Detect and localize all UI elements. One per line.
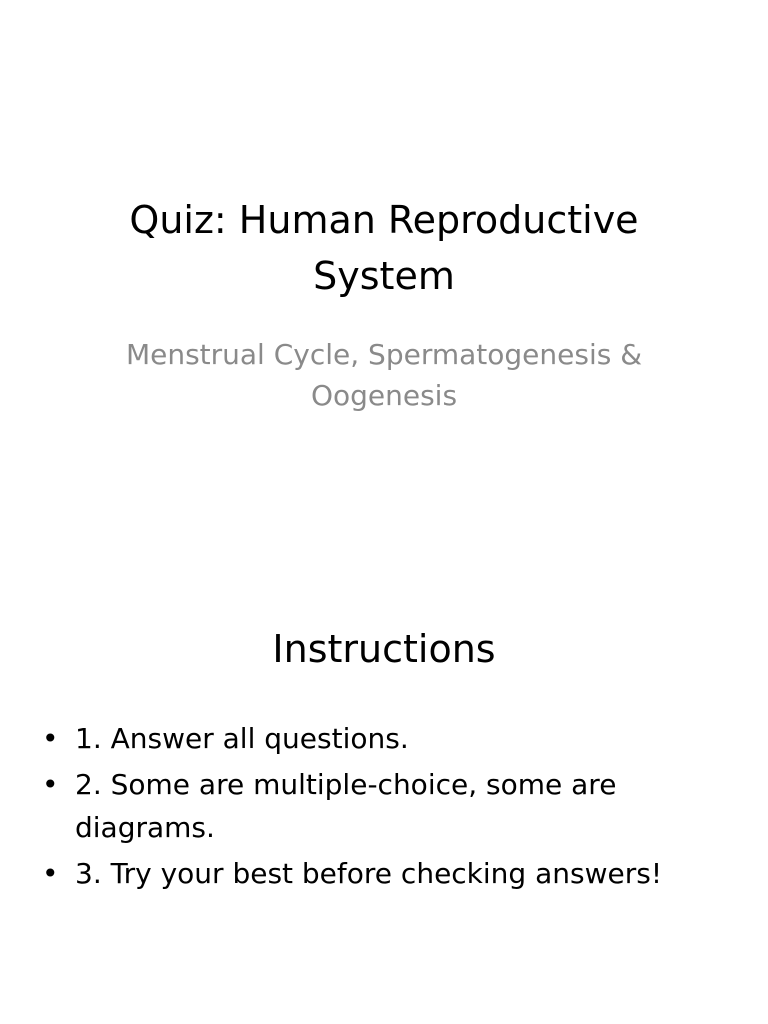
- instructions-slide: [0, 512, 768, 1024]
- bullet-icon: •: [42, 722, 59, 755]
- instructions-list: [42, 717, 692, 898]
- instruction-text: 3. Try your best before checking answers!: [75, 857, 663, 890]
- bullet-icon: •: [42, 857, 59, 890]
- quiz-subtitle: Menstrual Cycle, Spermatogenesis & Oogenesis: [125, 338, 643, 412]
- list-item: [42, 852, 692, 895]
- instructions-heading: Instructions: [272, 627, 496, 671]
- list-item: [42, 717, 692, 760]
- list-item: [42, 763, 692, 849]
- instruction-text: 2. Some are multiple-choice, some are diagrams.: [75, 768, 617, 844]
- bullet-icon: •: [42, 768, 59, 801]
- quiz-title: Quiz: Human Reproductive System: [129, 198, 639, 298]
- instruction-text: 1. Answer all questions.: [75, 722, 409, 755]
